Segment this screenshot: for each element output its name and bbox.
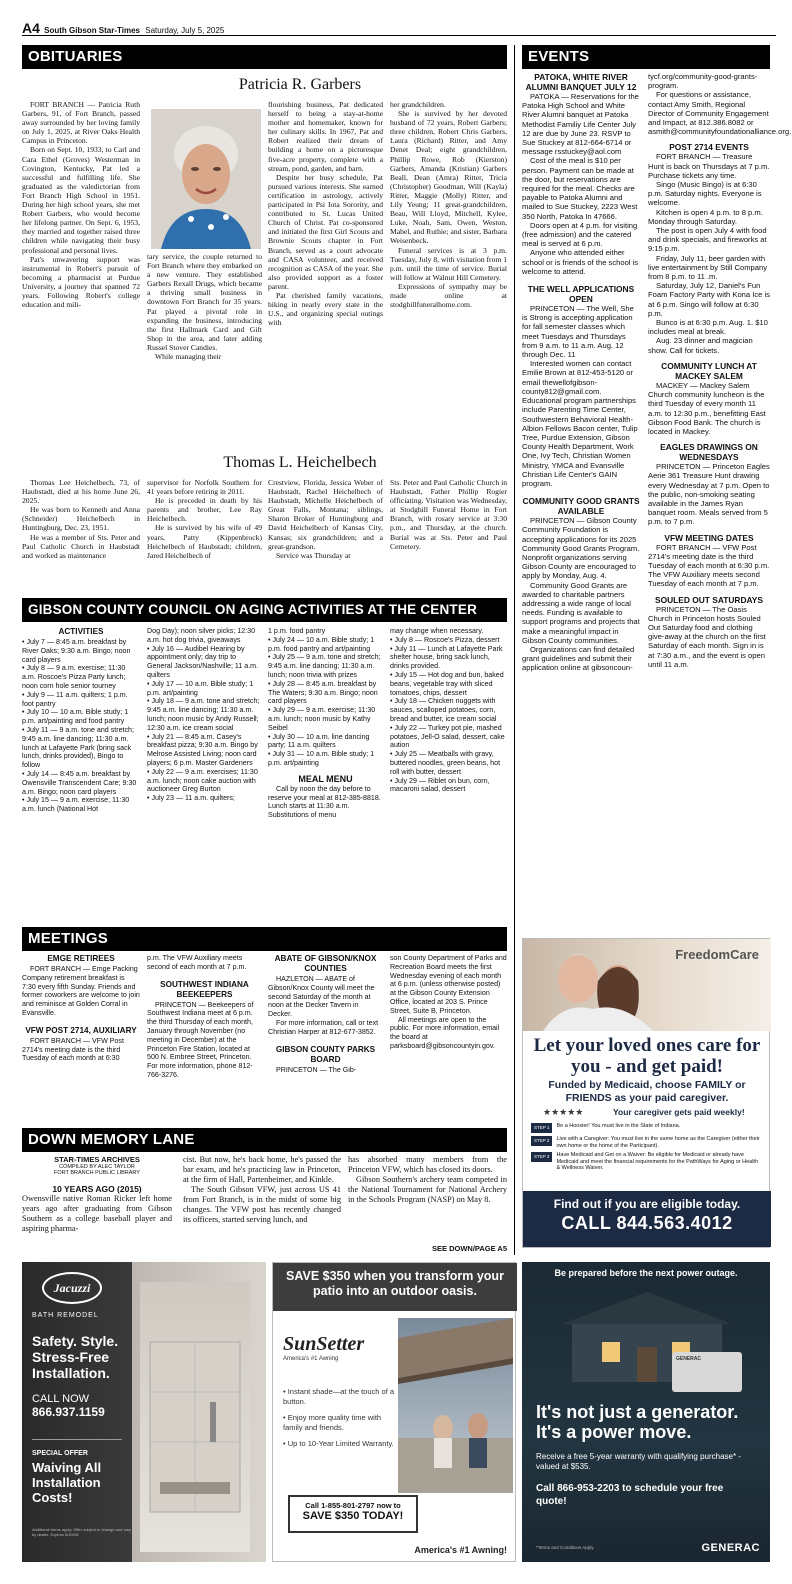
jacuzzi-call: CALL NOW	[32, 1393, 90, 1405]
freedomcare-step: STEP 2 Live with a Caregiver: You must live in the same home as the Caregiver (either their own home or the home of the Participant).	[531, 1136, 763, 1149]
council-column-2: Dog Day); noon silver picks; 12:30 a.m. hot dog trivia, giveaways • July 16 — Audibel Hearing by appointment only; day trip to General Jackson/Nashville; 11 a.m. quilters • July 17 — 10 a.m. Bible study; 1 p.m. art/painting • July 18 — 9 a.m. tone and stretch; 9:45 a.m. line dancing; 11:30 a.m. lunch; noon music by Andy Russell; 12:30 a.m. ice cream social • July 21 — 8:45 a.m. Casey's breakfast pizza; 9:30 a.m. Bingo by Melrose Assisted Living; noon card players; 6 p.m. Master Gardeners • July 22 — 9 a.m. exercises; 11:30 a.m. lunch; noon cake auction with auctioneer Greg Burton • July 23 — 11 a.m. quilters;	[147, 627, 260, 803]
freedomcare-rating-note: Your caregiver gets paid weekly!	[613, 1107, 745, 1117]
publication-name: South Gibson Star-Times	[44, 26, 141, 35]
heichelbech-column-4: Sts. Peter and Paul Catholic Church in Haubstadt, Father Phillip Rogier officiating. Visitation was Wednesday, at Stodghill Funeral Home in Fort Branch, with rosary service at 3:30 p.m., and Thursday, at the church. Burial was at Sts. Peter and Paul Cemetery.	[390, 478, 507, 551]
page-number: A4	[22, 20, 40, 36]
freedomcare-photo	[523, 939, 771, 1031]
meetings-column-3: ABATE OF GIBSON/KNOX COUNTIES HAZLETON — ABATE of Gibson/Knox County will meet the second Saturday of the month at noon at the Decker Tavern in Decker. For more information, call or text Christian Harper at 812-677-3852. GIBSON COUNTY PARKS BOARD PRINCETON — The Gib-	[268, 954, 383, 1114]
events-header: EVENTS	[522, 45, 770, 69]
awning-photo	[398, 1318, 513, 1493]
jacuzzi-headline: Safety. Style. Stress-Free Installation.	[32, 1333, 119, 1381]
meetings-column-2: p.m. The VFW Auxiliary meets second of each month at 7 p.m. SOUTHWEST INDIANA BEEKEEPERS PRINCETON — Beekeepers of Southwest Indiana meet at 6 p.m. the third Thursday of each month, January through November (no meeting in December) at the Princeton Fire Station, located at 500 N. Embree Street, Princeton. For more information, phone 812-766-3276.	[147, 954, 262, 1114]
garbers-column-2: tary service, the couple returned to Fort Branch where they embarked on a new venture. They established Garbers Rexall Drugs, which became a thriving small business in downtown Fort Branch for 35 years. Pat played a pivotal role in expanding the business, introducing the first Hallmark Card and Gift Shop in the area, and later adding Russel Stover Candies. While managing their	[147, 252, 262, 362]
council-column-3: 1 p.m. food pantry • July 24 — 10 a.m. Bible study; 1 p.m. food pantry and art/painting • July 25 — 9 a.m. tone and stretch; 9:45 a.m. line dancing; 11:30 a.m. lunch; noon trivia with prizes • July 28 — 8:45 a.m. breakfast by The Waters; 9:30 a.m. Bingo; noon card players • July 29 — 9 a.m. exercise; 11:30 a.m. lunch; noon music by Kathy Seibel • July 30 — 10 a.m. line dancing party; 11 a.m. quilters • July 31 — 10 a.m. Bible study; 1 p.m. art/painting MEAL MENU Call by noon the day before to reserve your meal at 812-385-8818. Lunch starts at 11:30 a.m. Substitutions of menu	[268, 627, 383, 899]
freedomcare-subhead: Funded by Medicaid, choose FAMILY or FRIENDS as your paid caregiver.	[548, 1079, 746, 1104]
column-divider	[514, 45, 515, 1255]
memory-column-1: STAR-TIMES ARCHIVES COMPILED BY ALEC TAYLOR FORT BRANCH PUBLIC LIBRARY 10 YEARS AGO (2015) Owensville native Roman Ricker left home years ago after graduating from Gibson Southern as a college baseball player and aspiring pharma-	[22, 1155, 172, 1233]
obituary-name-garbers: Patricia R. Garbers	[238, 76, 362, 93]
sunsetter-call-box[interactable]: Call 1-855-801-2797 now to SAVE $350 TODAY!	[288, 1495, 418, 1533]
event-souled-out: SOULED OUT SATURDAYS PRINCETON — The Oasis Church in Princeton hosts Souled Out Saturday food and clothing give-away at the church on the first Saturday of each month. Sign in is at 7:30 a.m., and the event is open until 11 a.m.	[648, 594, 766, 669]
jacuzzi-sublogo: BATH REMODEL	[32, 1312, 99, 1319]
jacuzzi-phone[interactable]: 866.937.1159	[32, 1405, 105, 1419]
vfw-auxiliary-heading: VFW POST 2714, AUXILIARY	[25, 1025, 137, 1035]
sunsetter-headline: SAVE $350 when you transform your patio into an outdoor oasis.	[273, 1263, 517, 1311]
obituary-name-heichelbech: Thomas L. Heichelbech	[223, 454, 377, 471]
archive-title: STAR-TIMES ARCHIVES	[54, 1155, 140, 1164]
sunsetter-footer: America's #1 Awning!	[414, 1545, 507, 1555]
generator-unit: GENERAC	[672, 1352, 742, 1392]
freedomcare-steps	[531, 1123, 763, 1172]
freedomcare-step: STEP 3 Have Medicaid and Get on a Waiver: Be eligible for Medicaid or already have Medicaid and meet the financial requirements for the PathWays for Aging or Health & Wellness Waiver.	[531, 1152, 763, 1172]
sunsetter-logo: SunSetter	[283, 1333, 365, 1355]
memory-column-3: has absorbed many members from the Princeton VFW, which has closed its doors. Gibson Southern's archery team competed in the National Tournament for National Archery in the Schools Program (NASP) on May 8.	[348, 1155, 507, 1204]
jacuzzi-ad[interactable]	[22, 1262, 266, 1562]
event-community-good-grants: COMMUNITY GOOD GRANTS AVAILABLE PRINCETON — Gibson County Community Foundation is accepting applications for its 2025 Community Good Grants Program. Nonprofit organizations serving Gibson County are encouraged to apply by Monday, Aug. 4. Community Good Grants are awarded to charitable partners addressing a wide range of local needs. Funding is available to support programs and projects that make a meaningful impact in Gibson County communities. Organizations can find detailed grant guidelines and submit their application online at gibsoncoun-	[522, 496, 640, 673]
meetings-header: MEETINGS	[22, 927, 507, 951]
garbers-column-1: FORT BRANCH — Patricia Ruth Garbers, 91, of Fort Branch, passed away surrounded by her loving family on July 1, 2025, at River Oaks Health Campus in Princeton. Born on Sept. 10, 1933, to Carl and Cara Ethel (Groves) Westerman in Covington, Kentucky, Pat led a successful and fulfilling life. She graduated as the valedictorian from Fort Branch High School in 1951. During her high school years, she met Robert Garbers, who would become her lifelong partner. On Sept. 6, 1953, they married and together raised three children while navigating their busy professional and personal lives. Pat's unwavering support was instrumental in Robert's pursuit of becoming a pharmacist at Purdue University, a journey that spanned 72 years. Following Robert's college education and mili-	[22, 100, 140, 310]
sunsetter-ad[interactable]	[272, 1262, 516, 1562]
jacuzzi-offer-label: SPECIAL OFFER	[32, 1450, 88, 1457]
freedomcare-logo: FreedomCare	[675, 947, 759, 962]
generac-logo: GENERAC	[701, 1542, 760, 1554]
generac-headline: It's not just a generator. It's a power move.	[536, 1402, 739, 1442]
shower-photo	[140, 1282, 250, 1552]
beekeepers-heading: SOUTHWEST INDIANA BEEKEEPERS	[160, 979, 249, 999]
generac-fine-print: *Terms and Conditions Apply.	[536, 1545, 595, 1550]
generac-call[interactable]: Call 866-953-2203 to schedule your free quote!	[536, 1483, 724, 1507]
events-column-2	[648, 72, 792, 932]
abate-heading: ABATE OF GIBSON/KNOX COUNTIES	[274, 954, 377, 973]
obituaries-header: OBITUARIES	[22, 45, 507, 69]
archive-compiler: COMPILED BY ALEC TAYLOR	[59, 1164, 135, 1170]
parks-heading: GIBSON COUNTY PARKS BOARD	[275, 1044, 376, 1064]
sunsetter-tagline: America's #1 Awning	[283, 1356, 339, 1362]
generac-top-line: Be prepared before the next power outage.	[554, 1268, 738, 1278]
jacuzzi-fine-print: Additional terms apply. Offer subject to change and vary by dealer. Expires 6/30/25.	[32, 1527, 132, 1537]
council-column-1: ACTIVITIES • July 7 — 8:45 a.m. breakfast by River Oaks; 9:30 a.m. Bingo; noon card players • July 8 — 9 a.m. exercise; 11:30 a.m. Roscoe's Pizza Party lunch; noon corn hole senior tourney • July 9 — 11 a.m. quilters; 1 p.m. foot pantry • July 10 — 10 a.m. Bible study; 1 p.m. art/painting and food pantry • July 11 — 9 a.m. tone and stretch; 9:45 a.m. line dancing; 11:30 a.m. lunch at Lafayette Park (bring sack lunch, drinks provided), Bingo to follow • July 14 — 8:45 a.m. breakfast by Owensville Transcendent Care; 9:30 a.m. Bingo; noon card players • July 15 — 9 a.m. exercise; 11:30 a.m. lunch (National Hot	[22, 627, 140, 899]
emge-heading: EMGE RETIREES	[47, 954, 115, 963]
event-vfw-dates: VFW MEETING DATES FORT BRANCH — VFW Post 2714's meeting date is the third Tuesday of each month at 6:30 p.m. The VFW Auxiliary meets second Tuesday of each month at 7 p.m.	[648, 532, 770, 589]
generac-offer: Receive a free 5-year warranty with qualifying purchase* - valued at $535.	[536, 1452, 741, 1471]
meal-menu-heading: MEAL MENU	[298, 773, 353, 784]
sunsetter-bullet: • Instant shade—at the touch of a button.	[283, 1387, 395, 1406]
event-the-well: THE WELL APPLICATIONS OPEN PRINCETON — The Well, She is Strong is accepting application for fall semester classes which meet Tuesdays and Thursdays from 9 a.m. to 11 a.m. Aug. 12 through Dec. 11 Interested women can contact Emilie Brown at 812-453-5120 or email thewellofgibson-county812@gmail.com. Educational program partnerships include Parenting Time Center, Southwestern Behavioral Health-Albion Fellows Bacon center, Tulip Tree, Purdue Extension, Gibson County Health Department, Work One, Ivy Tech, Christian Women Ministry, YMCA and Evansville Christian Life Center's GAIN program.	[522, 284, 638, 488]
freedomcare-ad[interactable]	[522, 938, 770, 1248]
event-patoka: PATOKA, WHITE RIVER ALUMNI BANQUET JULY 12 PATOKA — Reservations for the Patoka High School and White River Alumni banquet at Patoka Methodist Familiy Life Center July 12 are due by June 23. RSVP to Sue Stuckey at 812-664-6714 or message rsstuckey@aol.com Cost of the meal is $10 per person. Payment can be made at the door, but reservations are required for the meal. Checks are payable to Patoka Alumni and mailed to Sue Stuckey, 2223 West 350 North, Patoka In 47666. Doors open at 4 p.m. for visiting (free admission) and the catered meal is served at 6 p.m. Anyone who attended either school or is friends of the school is welcome to attend.	[522, 72, 639, 276]
sunsetter-bullets	[283, 1387, 395, 1449]
council-header: GIBSON COUNTY COUNCIL ON AGING ACTIVITIES AT THE CENTER	[22, 598, 507, 622]
memory-lane-header: DOWN MEMORY LANE	[22, 1128, 507, 1152]
event-grants-continued: tycf.org/community-good-grants-program. For questions or assistance, contact Amy Smith, Regional Director of Community Engagement and Impact, at 812.386.8082 or asmith@communityfoundationalliance.org.	[648, 72, 792, 137]
meetings-column-4: son County Department of Parks and Recreation Board meets the first Wednesday evening of each month at 6 p.m. (unless otherwise posted) at the Gibson County Extension Office, located at 203 S. Prince Street, Suite B, Princeton. All meetings are open to the public. For more information, email the board at parksboard@gibsoncountyin.gov.	[390, 954, 507, 1050]
event-post-2714: POST 2714 EVENTS FORT BRANCH — Treasure Hunt is back on Thursdays at 7 p.m. Purchase tickets any time. Singo (Music Bingo) is at 6:30 p.m. Saturday nights. Everyone is welcome. Kitchen is open 4 p.m. to 8 p.m. Monday through Saturday. The post is open July 4 with food and drink specials, and fireworks at 9:15 p.m. Friday, July 11, beer garden with live entertainment by Still Company from 8 p.m. to 11 .m. Saturday, July 12, Daniel's Fun Foam Factory Party with Kona Ice is at 6 p.m. Singo will follow at 6:30 p.m. Bunco is at 6:30 p.m. Aug. 1. $10 includes meal at break. Aug. 23 dinner and magician show. Call for tickets.	[648, 142, 770, 355]
freedomcare-headline: Let your loved ones care for you - and get paid!	[533, 1035, 761, 1077]
heichelbech-column-3: Crestview, Florida, Jessica Weber of Haubstadt, Rachel Heichelbech of Haubstadt, Michelle Heichelbech of Great Falls, Montana; siblings, Sharon Broker of Huntingburg and David Heichelbech of Kansas City, Kansas; six grandchildren; and a great-grandson. Service was Thursday at	[268, 478, 383, 560]
generac-ad[interactable]	[522, 1262, 770, 1562]
jacuzzi-divider	[32, 1439, 122, 1440]
garbers-column-3: flourishing business, Pat dedicated herself to being a stay-at-home mother and homemaker, known for her culinary skills. In 1967, Pat and Robert realized their dream of building a home on a picturesque five-acre property, complete with a stream, pond, garden, and barn. Despite her busy schedule, Pat pursued various interests. She earned certification in astrology, actively participated in Psi Iota Sorority, and contributed to St. Lucas United Church of Christ. Pat co-sponsored and initiated the first Girl Scouts and Brownie Scouts chapter in Fort Branch, served as a court advocate and CASA volunteer, and received recognition as CASA of the year. She also provided support as a foster parent. Pat cherished family vacations, hiking in nearly every state in the U.S., and organizing special outings with	[268, 100, 383, 328]
garbers-portrait	[151, 109, 261, 249]
jump-line[interactable]: SEE DOWN/PAGE A5	[431, 1244, 507, 1253]
issue-date: Saturday, July 5, 2025	[145, 26, 225, 35]
freedomcare-stars: ★★★★★	[543, 1107, 584, 1117]
events-column-1	[522, 72, 640, 932]
garbers-column-4: her grandchildren. She is survived by her devoted husband of 72 years, Robert Garbers; three children, Robert Chris Garbers, Laura (Richard) Ritter, and Amy Denet Deal; eight grandchildren, Phillip Rowe, Rob (Kierston) Garbers, Amanda (Kristian) Garbers Beall, Dean (Amra) Ritter, Tricia (Christopher) Goodman, Will (Kayla) Ritter, Maggie (Molly) Ritter, and Lily Yeung; 11 great-grandchildren, Beau, Will Lloyd, Mitchell, Kylee, Luke, Noah, Sam, Owen, Weston, Mabel, and Ruthie; and sister, Barbara Weisenbeck. Funeral services is at 3 p.m. Tuesday, July 8, with visitation from 1 p.m. until the time of service. Burial will follow at Walnut Hill Cemetery. Expressions of sympathy may be made online at stodghillfuneralhome.com.	[390, 100, 507, 310]
memory-column-2: cist. But now, he's back home, he's passed the bar exam, and he's practicing law in Princeton, at the firm of Hall, Partenheimer, and Kinkle. The South Gibson VFW, just across US 41 from Fort Branch, is in the midst of some big changes. The VFW post has recently changed its officers, started serving lunch, and	[183, 1155, 341, 1224]
archive-library: FORT BRANCH PUBLIC LIBRARY	[54, 1170, 140, 1176]
meetings-column-1: EMGE RETIREES FORT BRANCH — Emge Packing Company retirement breakfast is 7:30 every fifth Sunday. Friends and former coworkers are welcome to join and reminisce at Golden Corral in Evansville. VFW POST 2714, AUXILIARY FORT BRANCH — VFW Post 2714's meeting date is the third Tuesday of each month at 6:30	[22, 954, 140, 1063]
ten-years-ago-heading: 10 YEARS AGO (2015)	[52, 1184, 142, 1194]
freedomcare-phone[interactable]: CALL 844.563.4012	[561, 1213, 733, 1233]
sunsetter-logo-block	[283, 1333, 373, 1362]
event-eagles: EAGLES DRAWINGS ON WEDNESDAYS PRINCETON — Princeton Eagles Aerie 361 Treasure Hunt drawing every Wednesday at 7 p.m. Open to the public, non-smoking seating available in the James Ryan banquet room. Meals served from 5 p.m. to 7 p.m.	[648, 442, 770, 527]
heichelbech-column-1: Thomas Lee Heichelbech, 73, of Haubstadt, died at his home June 26, 2025. He was born to Kenneth and Anna (Schneider) Heichelbech in Huntingburg, Dec. 23, 1951. He was a member of Sts. Peter and Paul Catholic Church in Haubstadt and worked as maintenance	[22, 478, 140, 560]
freedomcare-cta-band[interactable]: Find out if you are eligible today. CALL 844.563.4012	[523, 1191, 771, 1247]
sunsetter-save: SAVE $350 TODAY!	[302, 1510, 404, 1522]
sunsetter-bullet: • Enjoy more quality time with family and friends.	[283, 1413, 382, 1432]
council-column-4: may change when necessary. • July 8 — Roscoe's Pizza, dessert • July 11 — Lunch at Lafayette Park shelter house, bring sack lunch, drinks provided. • July 15 — Hot dog and bun, baked beans, vegetable tray with sliced tomatoes, chips, dessert • July 18 — Chicken nuggets with sauces, scalloped potatoes, corn, bread and butter, ice cream social • July 22 — Turkey pot pie, mashed potatoes, Jell-O salad, dessert, cake aution • July 25 — Meatballs with gravy, buttered noodles, green beans, hot roll with butter, dessert • July 29 — Riblet on bun, corn, macaroni salad, dessert	[390, 627, 505, 794]
heichelbech-column-2: supervisor for Norfolk Southern for 41 years before retiring in 2011. He is preceded in death by his parents and brother, Lee Ray Heichelbech. He is survived by his wife of 49 years, Patty (Kippenbrock) Heichelbech of Haubstadt; children, Jared Heichelbech of	[147, 478, 262, 560]
freedomcare-step: STEP 1 Be a Hoosier! You must live in the State of Indiana.	[531, 1123, 763, 1133]
masthead	[22, 20, 776, 36]
jacuzzi-offer: Waiving All Installation Costs!	[32, 1460, 102, 1505]
sunsetter-bullet: • Up to 10-Year Limited Warranty.	[283, 1439, 394, 1448]
jacuzzi-logo: Jacuzzi	[42, 1272, 102, 1304]
activities-heading: ACTIVITIES	[58, 627, 104, 636]
event-mackey-salem: COMMUNITY LUNCH AT MACKEY SALEM MACKEY — Mackey Salem Church community luncheon is the third Tuesday of every month 11 a.m. to 12:30 p.m., benefitting East Gibson Food Bank. The church is located in Mackey.	[648, 360, 766, 436]
